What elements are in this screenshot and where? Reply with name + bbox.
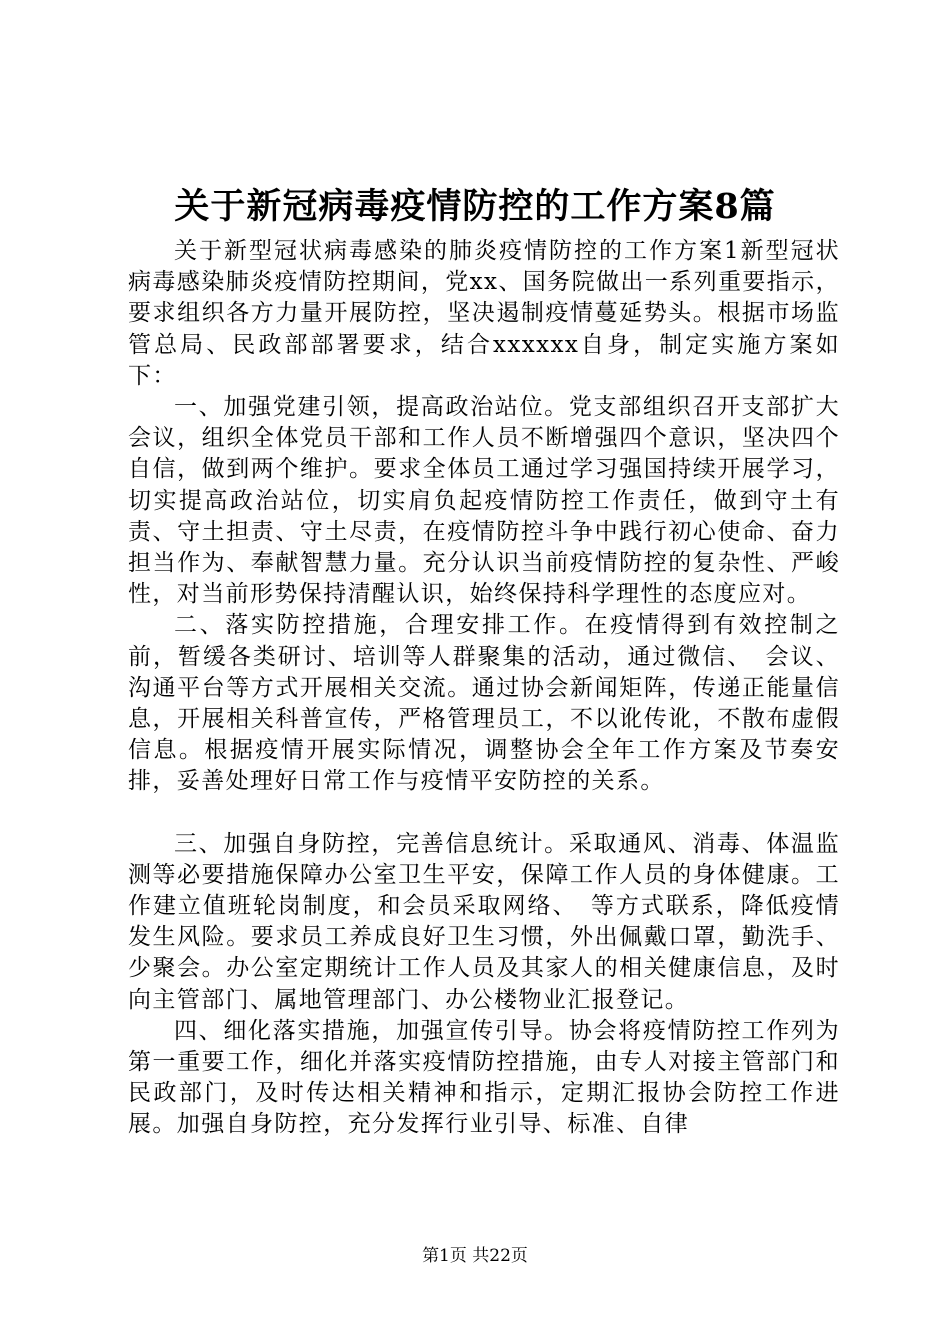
paragraph-section-1: 一、加强党建引领，提高政治站位。党支部组织召开支部扩大会议，组织全体党员干部和工作人员不断增强四个意识，坚决四个自信，做到两个维护。要求全体员工通过学习强国持续开展学习，切实提高政治站位，切实肩负起疫情防控工作责任，做到守土有责、守土担责、守土尽责，在疫情防控斗争中践行初心使命、奋力担当作为、奉献智慧力量。充分认识当前疫情防控的复杂性、严峻性，对当前形势保持清醒认识，始终保持科学理性的态度应对。 bbox=[128, 394, 840, 608]
paragraph-intro: 关于新型冠状病毒感染的肺炎疫情防控的工作方案1新型冠状病毒感染肺炎疫情防控期间，党xx、国务院做出一系列重要指示，要求组织各方力量开展防控，坚决遏制疫情蔓延势头。根据市场监管总局、民政部部署要求，结合xxxxxx自身，制定实施方案如下： bbox=[128, 238, 840, 389]
paragraph-section-2: 二、落实防控措施，合理安排工作。在疫情得到有效控制之前，暂缓各类研讨、培训等人群聚集的活动，通过微信、 会议、沟通平台等方式开展相关交流。通过协会新闻矩阵，传递正能量信息，开展相关科普宣传，严格管理员工，不以讹传讹，不散布虚假信息。根据疫情开展实际情况，调整协会全年工作方案及节奏安排，妥善处理好日常工作与疫情平安防控的关系。 bbox=[128, 612, 840, 795]
page-title: 关于新冠病毒疫情防控的工作方案8篇 bbox=[174, 186, 776, 227]
page-footer: 第1页 共22页 bbox=[422, 1246, 528, 1266]
document-body bbox=[128, 236, 840, 1141]
paragraph-section-4: 四、细化落实措施，加强宣传引导。协会将疫情防控工作列为第一重要工作，细化并落实疫情防控措施，由专人对接主管部门和民政部门，及时传达相关精神和指示，定期汇报协会防控工作进展。加强自身防控，充分发挥行业引导、标准、自律 bbox=[128, 1017, 840, 1138]
paragraph-section-3: 三、加强自身防控，完善信息统计。采取通风、消毒、体温监测等必要措施保障办公室卫生平安，保障工作人员的身体健康。工作建立值班轮岗制度，和会员采取网络、 等方式联系，降低疫情发生风险。要求员工养成良好卫生习惯，外出佩戴口罩，勤洗手、少聚会。办公室定期统计工作人员及其家人的相关健康信息，及时向主管部门、属地管理部门、办公楼物业汇报登记。 bbox=[128, 830, 840, 1013]
